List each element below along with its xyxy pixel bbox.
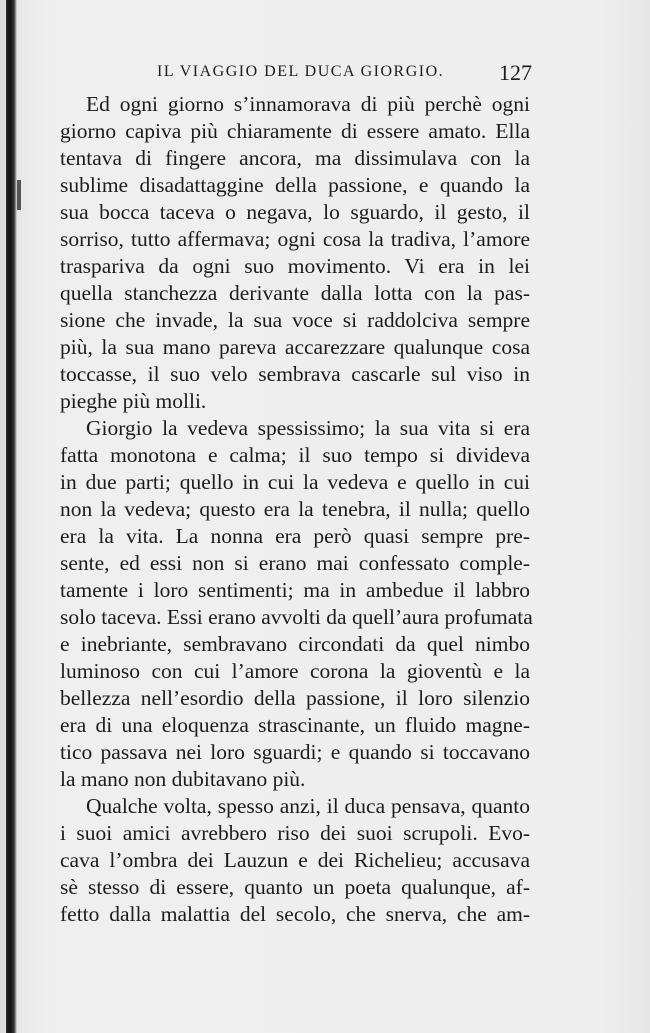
text-line: tamente i loro sentimenti; ma in ambedue il labbro xyxy=(60,578,530,602)
text-line: tico passava nei loro sguardi; e quando si toccavano xyxy=(60,740,530,764)
text-line: Qualche volta, spesso anzi, il duca pensava, quanto xyxy=(86,794,530,818)
text-line: sè stesso di essere, quanto un poeta qualunque, af- xyxy=(60,875,530,899)
text-line: pieghe più molli. xyxy=(60,389,207,413)
text-line: sua bocca taceva o negava, lo sguardo, il gesto, il xyxy=(60,200,530,224)
text-line: luminoso con cui l’amore corona la gioventù e la xyxy=(60,659,530,683)
text-line: non la vedeva; questo era la tenebra, il nulla; quello xyxy=(60,497,530,521)
page-number: 127 xyxy=(499,60,532,85)
binding-mark xyxy=(17,180,21,210)
text-line: più, la sua mano pareva accarezzare qualunque cosa xyxy=(60,335,530,359)
text-line: sublime disadattaggine della passione, e quando la xyxy=(60,173,530,197)
text-line: i suoi amici avrebbero riso dei suoi scrupoli. Evo- xyxy=(60,821,530,845)
text-line: traspariva da ogni suo movimento. Vi era in lei xyxy=(60,254,530,278)
text-line: quella stanchezza derivante dalla lotta con la pas- xyxy=(60,281,530,305)
text-line: giorno capiva più chiaramente di essere amato. Ella xyxy=(60,119,530,143)
binding-shadow xyxy=(6,0,17,1033)
running-title: IL VIAGGIO DEL DUCA GIORGIO. xyxy=(157,63,445,80)
text-line: bellezza nell’esordio della passione, il loro silenzio xyxy=(60,686,530,710)
text-line: fatta monotona e calma; il suo tempo si divideva xyxy=(60,443,530,467)
text-line: tentava di fingere ancora, ma dissimulava con la xyxy=(60,146,530,170)
text-line: toccasse, il suo velo sembrava cascarle sul viso in xyxy=(60,362,530,386)
text-line: era di una eloquenza strascinante, un fluido magne- xyxy=(60,713,530,737)
text-line: sorriso, tutto affermava; ogni cosa la tradiva, l’amore xyxy=(60,227,530,251)
text-line: Ed ogni giorno s’innamorava di più perchè ogni xyxy=(86,92,530,116)
text-line: Giorgio la vedeva spessissimo; la sua vita si era xyxy=(86,416,530,440)
text-line: la mano non dubitavano più. xyxy=(60,767,306,791)
text-line: solo taceva. Essi erano avvolti da quell’aura profumata xyxy=(60,605,533,629)
text-line: cava l’ombra dei Lauzun e dei Richelieu; accusava xyxy=(60,848,530,872)
text-line: e inebriante, sembravano circondati da quel nimbo xyxy=(60,632,530,656)
page-header xyxy=(62,60,532,88)
text-line: sente, ed essi non si erano mai confessato comple- xyxy=(60,551,530,575)
text-line: sione che invade, la sua voce si raddolciva sempre xyxy=(60,308,530,332)
text-line: fetto dalla malattia del secolo, che snerva, che am- xyxy=(60,902,530,926)
text-line: in due parti; quello in cui la vedeva e quello in cui xyxy=(60,470,530,494)
text-line: era la vita. La nonna era però quasi sempre pre- xyxy=(60,524,530,548)
body-text xyxy=(60,91,533,928)
